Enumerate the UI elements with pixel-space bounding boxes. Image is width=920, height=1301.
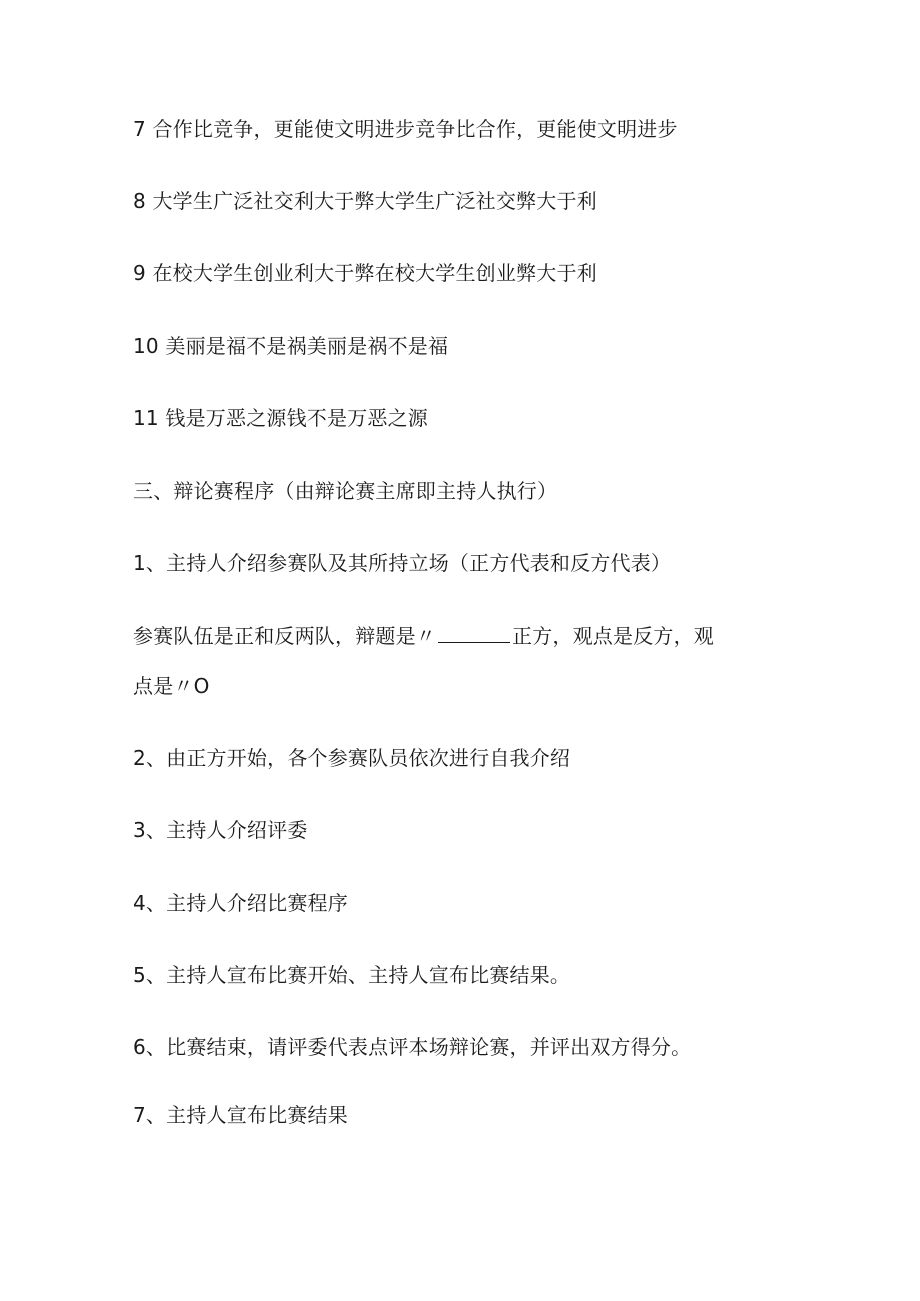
fill-in-blank bbox=[438, 625, 510, 643]
topic-item-8: 8 大学生广泛社交利大于弊大学生广泛社交弊大于利 bbox=[133, 189, 597, 213]
paragraph-text-end: 正方，观点是反方，观 bbox=[512, 624, 714, 648]
procedure-step-7: 7、主持人宣布比赛结果 bbox=[133, 1103, 348, 1127]
participants-paragraph-continued: 点是〃O bbox=[133, 674, 210, 698]
participants-paragraph bbox=[133, 624, 714, 648]
procedure-step-3: 3、主持人介绍评委 bbox=[133, 818, 308, 842]
topic-item-7: 7 合作比竞争，更能使文明进步竞争比合作，更能使文明进步 bbox=[133, 117, 678, 141]
section-heading-procedure: 三、辩论赛程序（由辩论赛主席即主持人执行） bbox=[133, 479, 558, 503]
topic-item-11: 11 钱是万恶之源钱不是万恶之源 bbox=[133, 406, 429, 430]
paragraph-text-start: 参赛队伍是正和反两队，辩题是〃 bbox=[133, 624, 436, 648]
procedure-step-1: 1、主持人介绍参赛队及其所持立场（正方代表和反方代表） bbox=[133, 551, 672, 575]
procedure-step-6: 6、比赛结束，请评委代表点评本场辩论赛，并评出双方得分。 bbox=[133, 1035, 692, 1059]
topic-item-10: 10 美丽是福不是祸美丽是祸不是福 bbox=[133, 334, 449, 358]
procedure-step-2: 2、由正方开始，各个参赛队员依次进行自我介绍 bbox=[133, 746, 571, 770]
topic-item-9: 9 在校大学生创业利大于弊在校大学生创业弊大于利 bbox=[133, 261, 597, 285]
procedure-step-4: 4、主持人介绍比赛程序 bbox=[133, 891, 348, 915]
procedure-step-5: 5、主持人宣布比赛开始、主持人宣布比赛结果。 bbox=[133, 963, 571, 987]
